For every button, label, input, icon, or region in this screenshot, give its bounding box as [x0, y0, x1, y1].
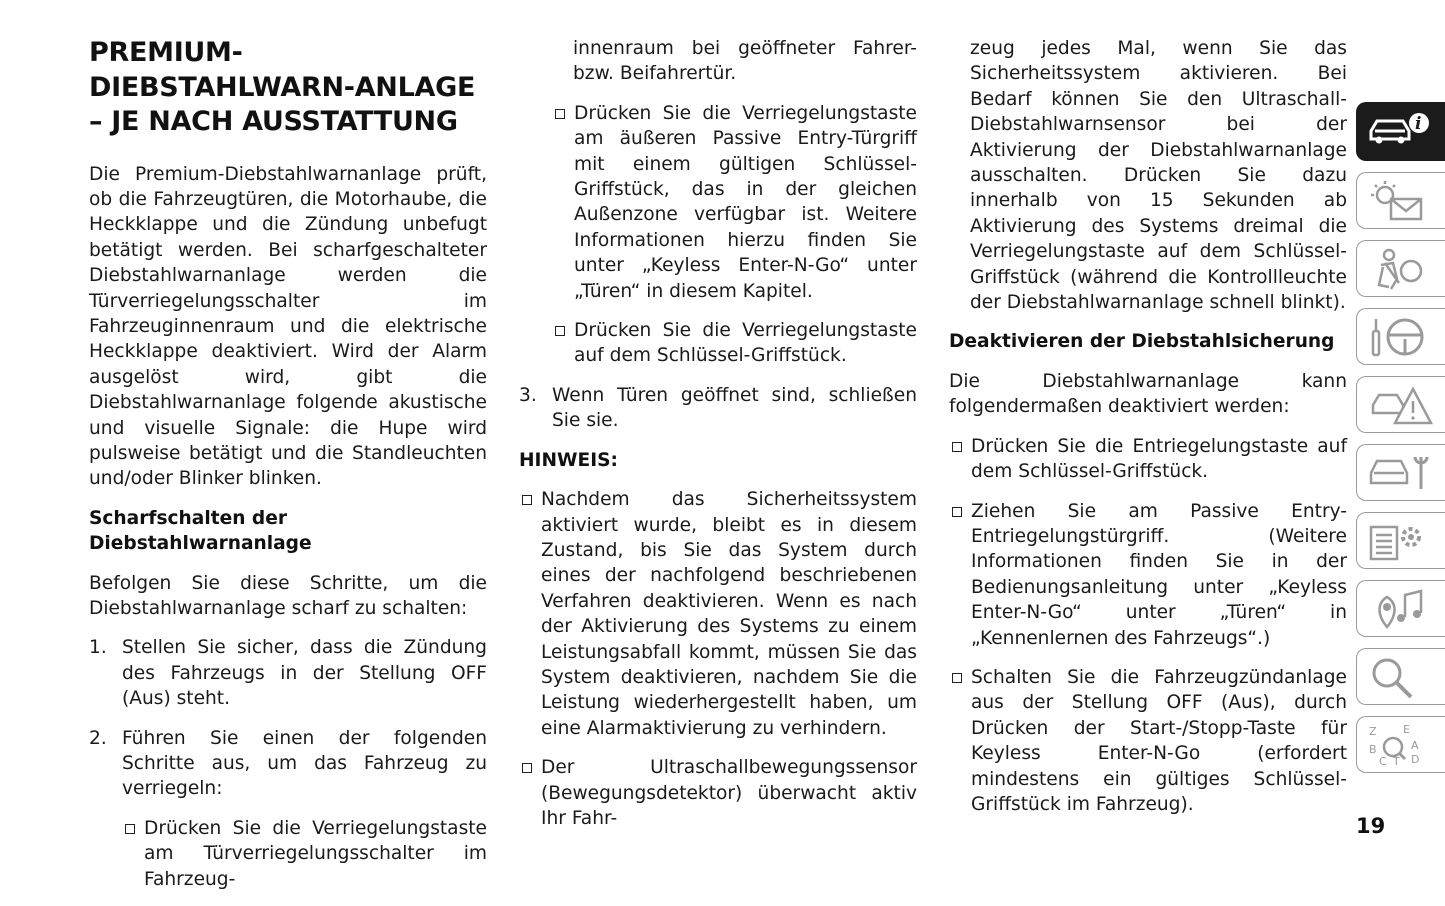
step-1-text: Stellen Sie sicher, dass die Zündung des Fahrzeugs in der Stellung OFF (Aus) steht. — [122, 637, 487, 710]
left-column — [89, 36, 487, 906]
step-3-number: 3. — [519, 384, 537, 406]
step-1-number: 1. — [89, 637, 107, 659]
tab-index[interactable] — [1356, 716, 1445, 773]
disarm-bullet-3: Schalten Sie die Fahrzeugzündanlage aus der Stellung OFF (Aus), durch Drücken der Start-/Stopp-Taste für Keyless Enter-N-Go (erfordert mindestens ein gültiges Schlüssel-Griffstück im Fahrzeug). — [949, 665, 1347, 817]
tab-safety[interactable] — [1356, 240, 1445, 297]
car-service-wrench-icon — [1365, 451, 1441, 495]
disarm-bullet-1: Drücken Sie die Entriegelungstaste auf dem Schlüssel-Griffstück. — [949, 434, 1347, 485]
step-2-bullet-1: Drücken Sie die Verriegelungstaste am Türverriegelungsschalter im Fahrzeug- — [122, 816, 487, 892]
disarm-heading: Deaktivieren der Diebstahlsicherung — [949, 331, 1335, 353]
svg-text:i: i — [1415, 114, 1422, 134]
middle-column — [519, 36, 917, 845]
tab-multimedia[interactable] — [1356, 580, 1445, 637]
step-3-text: Wenn Türen geöffnet sind, schließen Sie sie. — [552, 384, 917, 432]
index-letter: Z — [1369, 725, 1377, 738]
step-2-text: Führen Sie einen der folgenden Schritte aus, um das Fahrzeug zu verriegeln: — [122, 727, 487, 800]
arm-intro: Befolgen Sie diese Schritte, um die Diebstahlwarnanlage scharf zu schalten: — [89, 572, 487, 619]
specifications-gear-icon — [1365, 519, 1441, 563]
tab-servicing[interactable] — [1356, 444, 1445, 501]
step-2-bullet-2: Drücken Sie die Verriegelungstaste am äußeren Passive Entry-Türgriff mit einem gültigen Schlüssel-Griffstück, das in der gleichen Außenzone verfügbar ist. Weitere Informationen hierzu finden Sie unter „Keyless Enter-N-Go“ unter „Türen“ in diesem Kapitel. — [552, 101, 917, 304]
alphabetical-index-icon — [1365, 723, 1441, 767]
bullet-1-continuation: innenraum bei geöffneter Fahrer- bzw. Beifahrertür. — [573, 38, 917, 85]
tab-specifications[interactable] — [1356, 512, 1445, 569]
multimedia-music-icon — [1365, 587, 1441, 631]
index-letter: T — [1393, 755, 1400, 767]
note-2-continuation: zeug jedes Mal, wenn Sie das Sicherheitssystem aktivieren. Bei Bedarf können Sie den Ultraschall-Diebstahlwarnsensor bei der Aktivierung der Diebstahlwarnanlage ausschalten. Drücken Sie dazu innerhalb von 15 Sekunden ab Aktivierung des Systems dreimal die Verriegelungstaste auf dem Schlüssel-Griffstück (während die Kontrollleuchte der Diebstahlwarnanlage schnell blinkt). — [970, 38, 1347, 314]
page-number: 19 — [1356, 814, 1386, 838]
index-letter: D — [1411, 753, 1420, 766]
index-letter: C — [1379, 755, 1387, 767]
arm-heading: Scharfschalten der Diebstahlwarnanlage — [89, 507, 312, 555]
roadside-warning-triangle-icon — [1365, 383, 1441, 427]
disarm-intro: Die Diebstahlwarnanlage kann folgendermaßen deaktiviert werden: — [949, 370, 1347, 418]
right-column — [949, 36, 1347, 831]
tab-emergency[interactable] — [1356, 376, 1445, 433]
warning-light-message-icon — [1365, 179, 1441, 223]
note-heading: HINWEIS: — [519, 449, 618, 471]
steering-wheel-icon — [1365, 315, 1441, 359]
tab-warning-lights[interactable] — [1356, 172, 1445, 229]
step-2-bullet-3: Drücken Sie die Verriegelungstaste auf dem Schlüssel-Griffstück. — [552, 318, 917, 369]
airbag-seatbelt-icon — [1365, 247, 1441, 291]
index-letter: B — [1369, 743, 1377, 756]
search-index-icon — [1365, 655, 1441, 699]
tab-car-info[interactable] — [1356, 102, 1445, 161]
intro-paragraph: Die Premium-Diebstahlwarnanlage prüft, ob die Fahrzeugtüren, die Motorhaube, die Heckklappe und die Zündung unbefugt betätigt werden. Bei scharfgeschalteter Diebstahlwarnanlage werden die Türverriegelungsschalter im Fahrzeuginnenraum und die elektrische Heckklappe deaktiviert. Wird der Alarm ausgelöst wird, gibt die Diebstahlwarnanlage folgende akustische und visuelle Signale: die Hupe wird pulsweise betätigt und die Standleuchten und/oder Blinker blinken. — [89, 163, 487, 490]
step-2-number: 2. — [89, 727, 107, 749]
section-tabs — [1356, 102, 1445, 784]
note-bullet-2: Der Ultraschallbewegungssensor (Bewegungsdetektor) überwacht aktiv Ihr Fahr- — [519, 755, 917, 831]
index-letter: E — [1403, 723, 1410, 736]
note-bullet-1: Nachdem das Sicherheitssystem aktiviert wurde, bleibt es in diesem Zustand, bis Sie das System durch eines der nachfolgend beschriebenen Verfahren deaktivieren. Wenn es nach der Aktivierung des Systems zu einem Leistungsabfall kommt, müssen Sie das System deaktivieren, nachdem Sie die Leistung wiederhergestellt haben, um eine Alarmaktivierung zu verhindern. — [519, 487, 917, 741]
step-1 — [89, 635, 487, 711]
tab-search[interactable] — [1356, 648, 1445, 705]
step-2 — [89, 726, 487, 802]
tab-starting-operating[interactable] — [1356, 308, 1445, 365]
step-3 — [519, 383, 917, 434]
car-info-icon — [1365, 109, 1441, 155]
disarm-bullet-2: Ziehen Sie am Passive Entry- Entriegelungstürgriff. (Weitere Informationen finden Sie in der Bedienungsanleitung unter „Keyless Enter-N-Go“ unter „Türen“ in „Kennenlernen des Fahrzeugs“.) — [949, 499, 1347, 651]
index-letter: A — [1411, 739, 1419, 752]
page-title: PREMIUM-DIEBSTAHLWARN-ANLAGE – JE NACH AUSSTATTUNG — [89, 37, 476, 137]
